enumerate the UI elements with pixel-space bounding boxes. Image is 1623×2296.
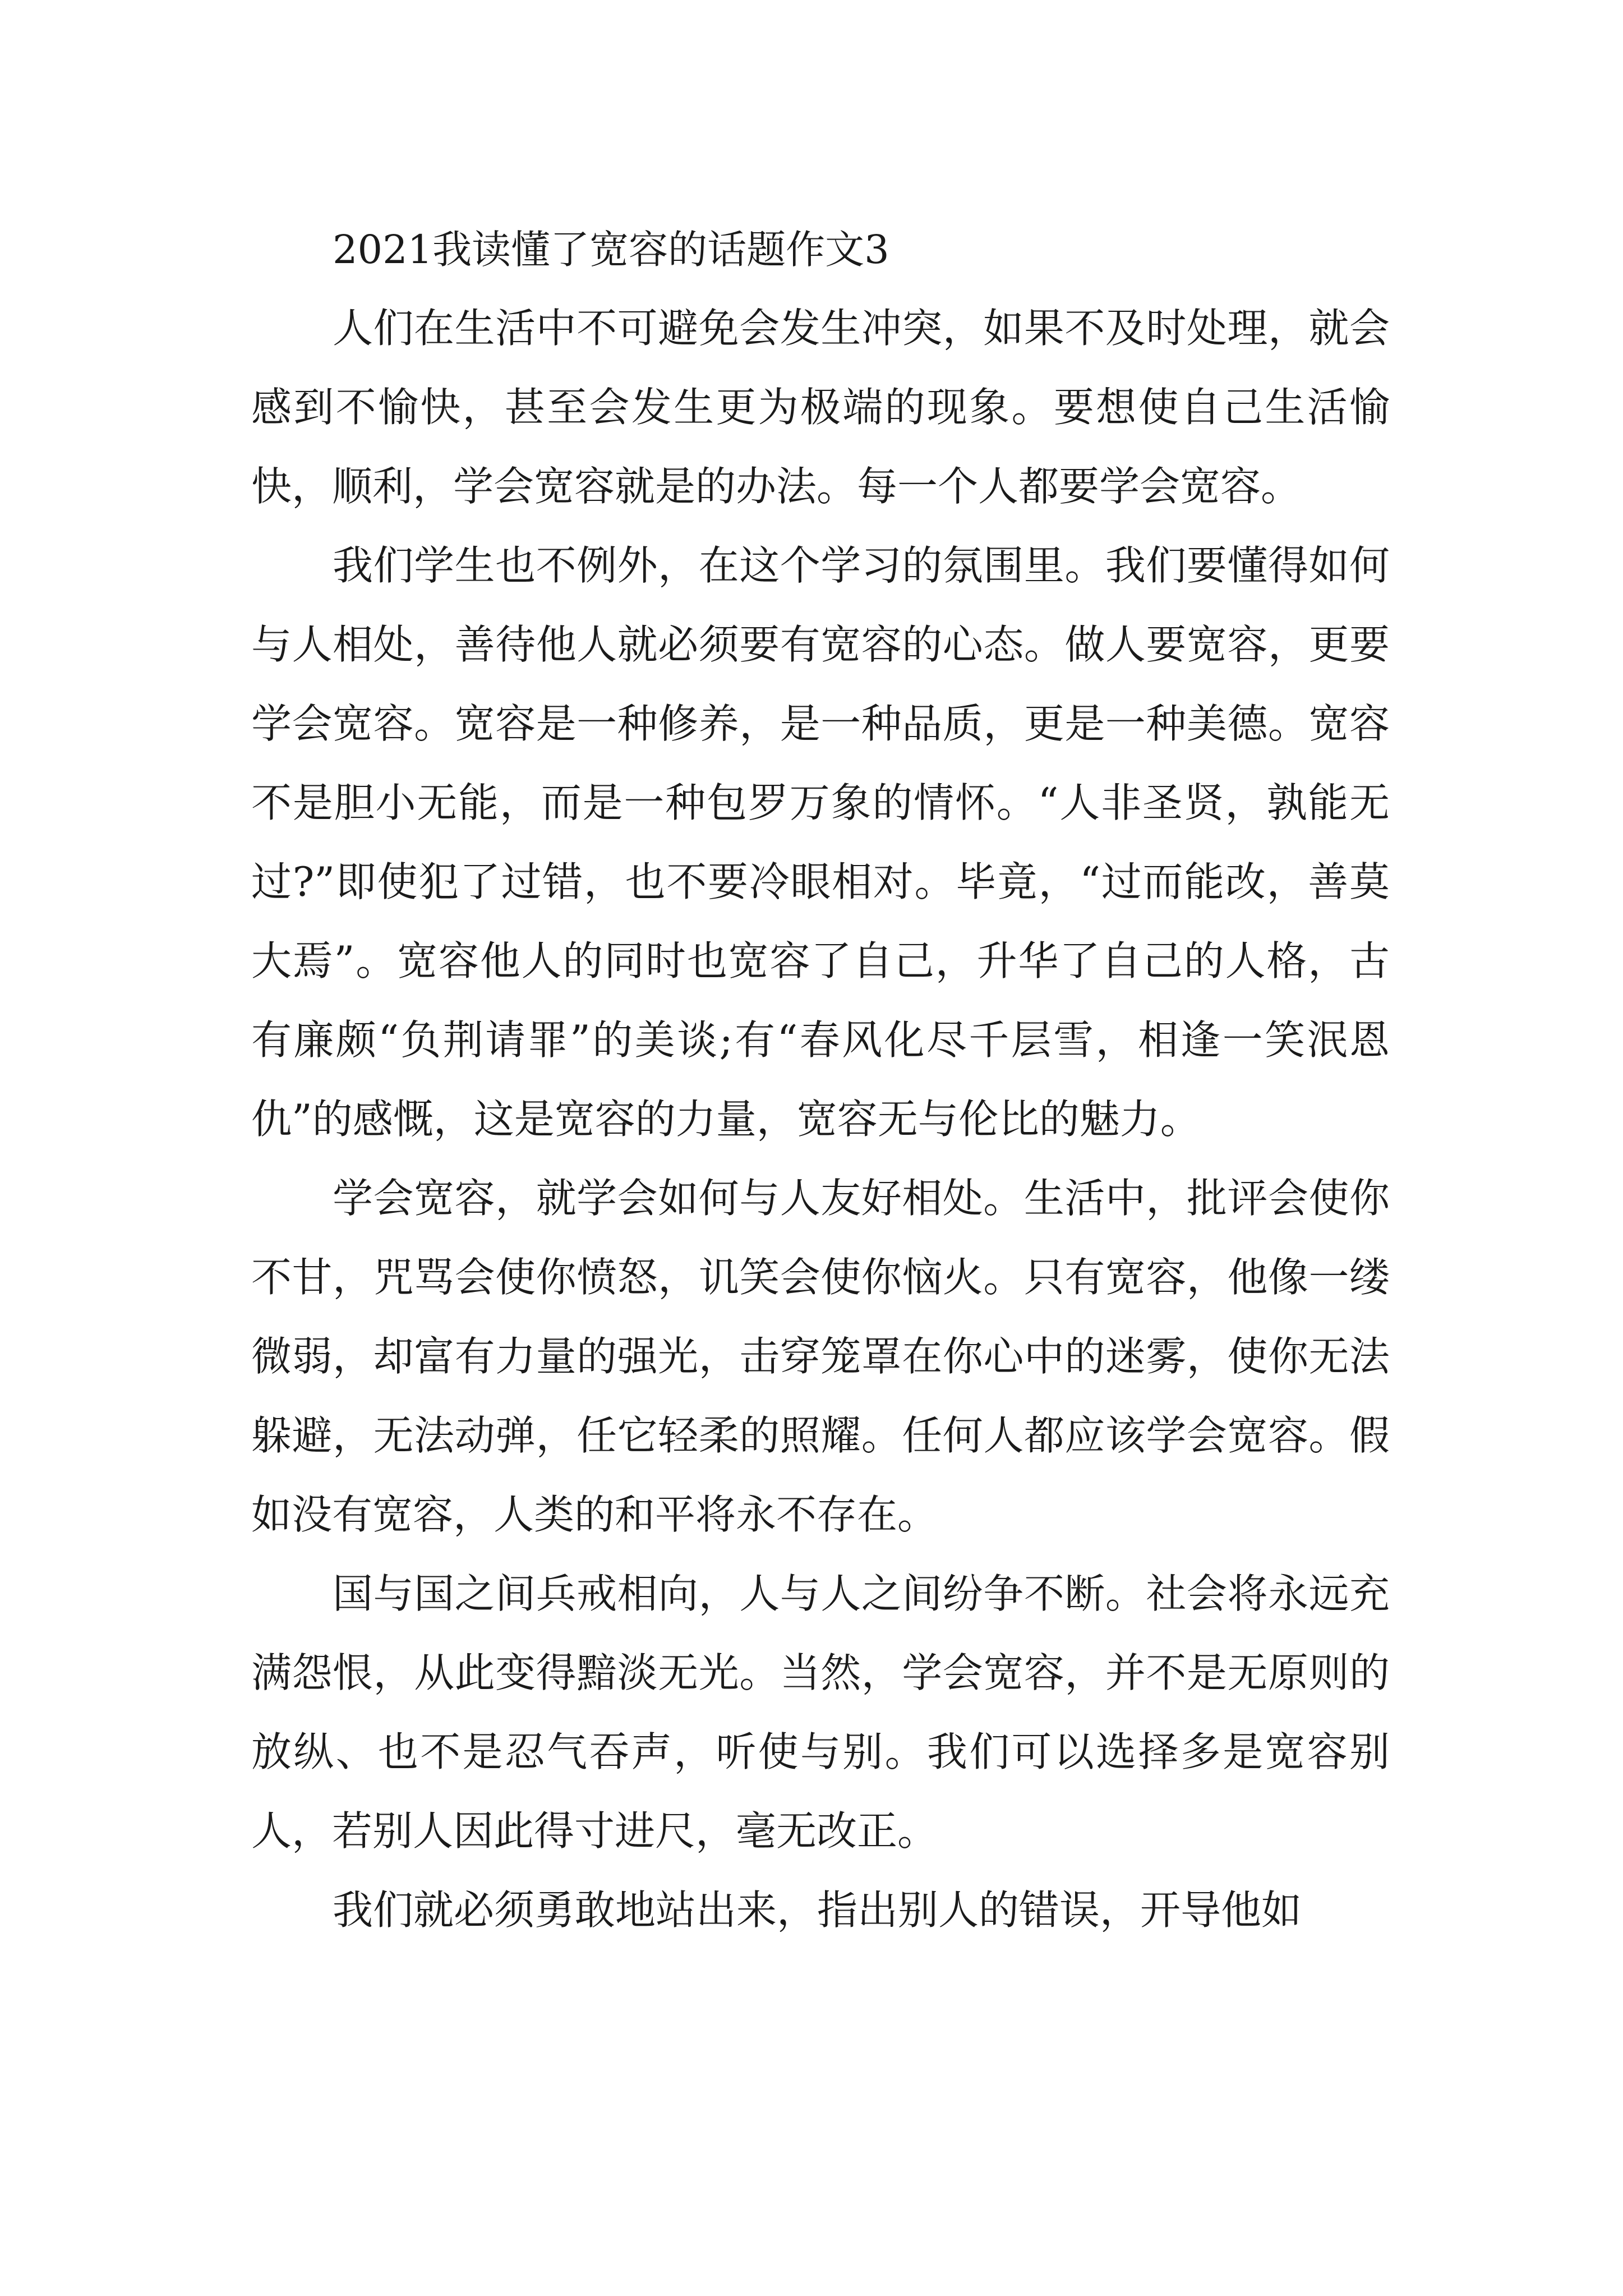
document-body <box>251 210 1390 1950</box>
paragraph-2: 我们学生也不例外，在这个学习的氛围里。我们要懂得如何与人相处，善待他人就必须要有宽容的心态。做人要宽容，更要学会宽容。宽容是一种修养，是一种品质，更是一种美德。宽容不是胆小无能，而是一种包罗万象的情怀。“人非圣贤，孰能无过?”即使犯了过错，也不要冷眼相对。毕竟，“过而能改，善莫大焉”。宽容他人的同时也宽容了自己，升华了自己的人格，古有廉颇“负荆请罪”的美谈;有“春风化尽千层雪，相逢一笑泯恩仇”的感慨，这是宽容的力量，宽容无与伦比的魅力。 <box>251 542 1390 1143</box>
paragraph-1: 人们在生活中不可避免会发生冲突，如果不及时处理，就会感到不愉快，甚至会发生更为极端的现象。要想使自己生活愉快，顺利，学会宽容就是的办法。每一个人都要学会宽容。 <box>251 305 1390 510</box>
paragraph-3: 学会宽容，就学会如何与人友好相处。生活中，批评会使你不甘，咒骂会使你愤怒，讥笑会使你恼火。只有宽容，他像一缕微弱，却富有力量的强光，击穿笼罩在你心中的迷雾，使你无法躲避，无法动弹，任它轻柔的照耀。任何人都应该学会宽容。假如没有宽容，人类的和平将永不存在。 <box>251 1175 1390 1538</box>
document-title: 2021我读懂了宽容的话题作文3 <box>333 227 889 273</box>
paragraph-5: 我们就必须勇敢地站出来，指出别人的错误，开导他如 <box>333 1887 1302 1934</box>
paragraph-4: 国与国之间兵戒相向，人与人之间纷争不断。社会将永远充满怨恨，从此变得黯淡无光。当然，学会宽容，并不是无原则的放纵、也不是忍气吞声，听使与别。我们可以选择多是宽容别人，若别人因此得寸进尺，毫无改正。 <box>251 1570 1390 1855</box>
